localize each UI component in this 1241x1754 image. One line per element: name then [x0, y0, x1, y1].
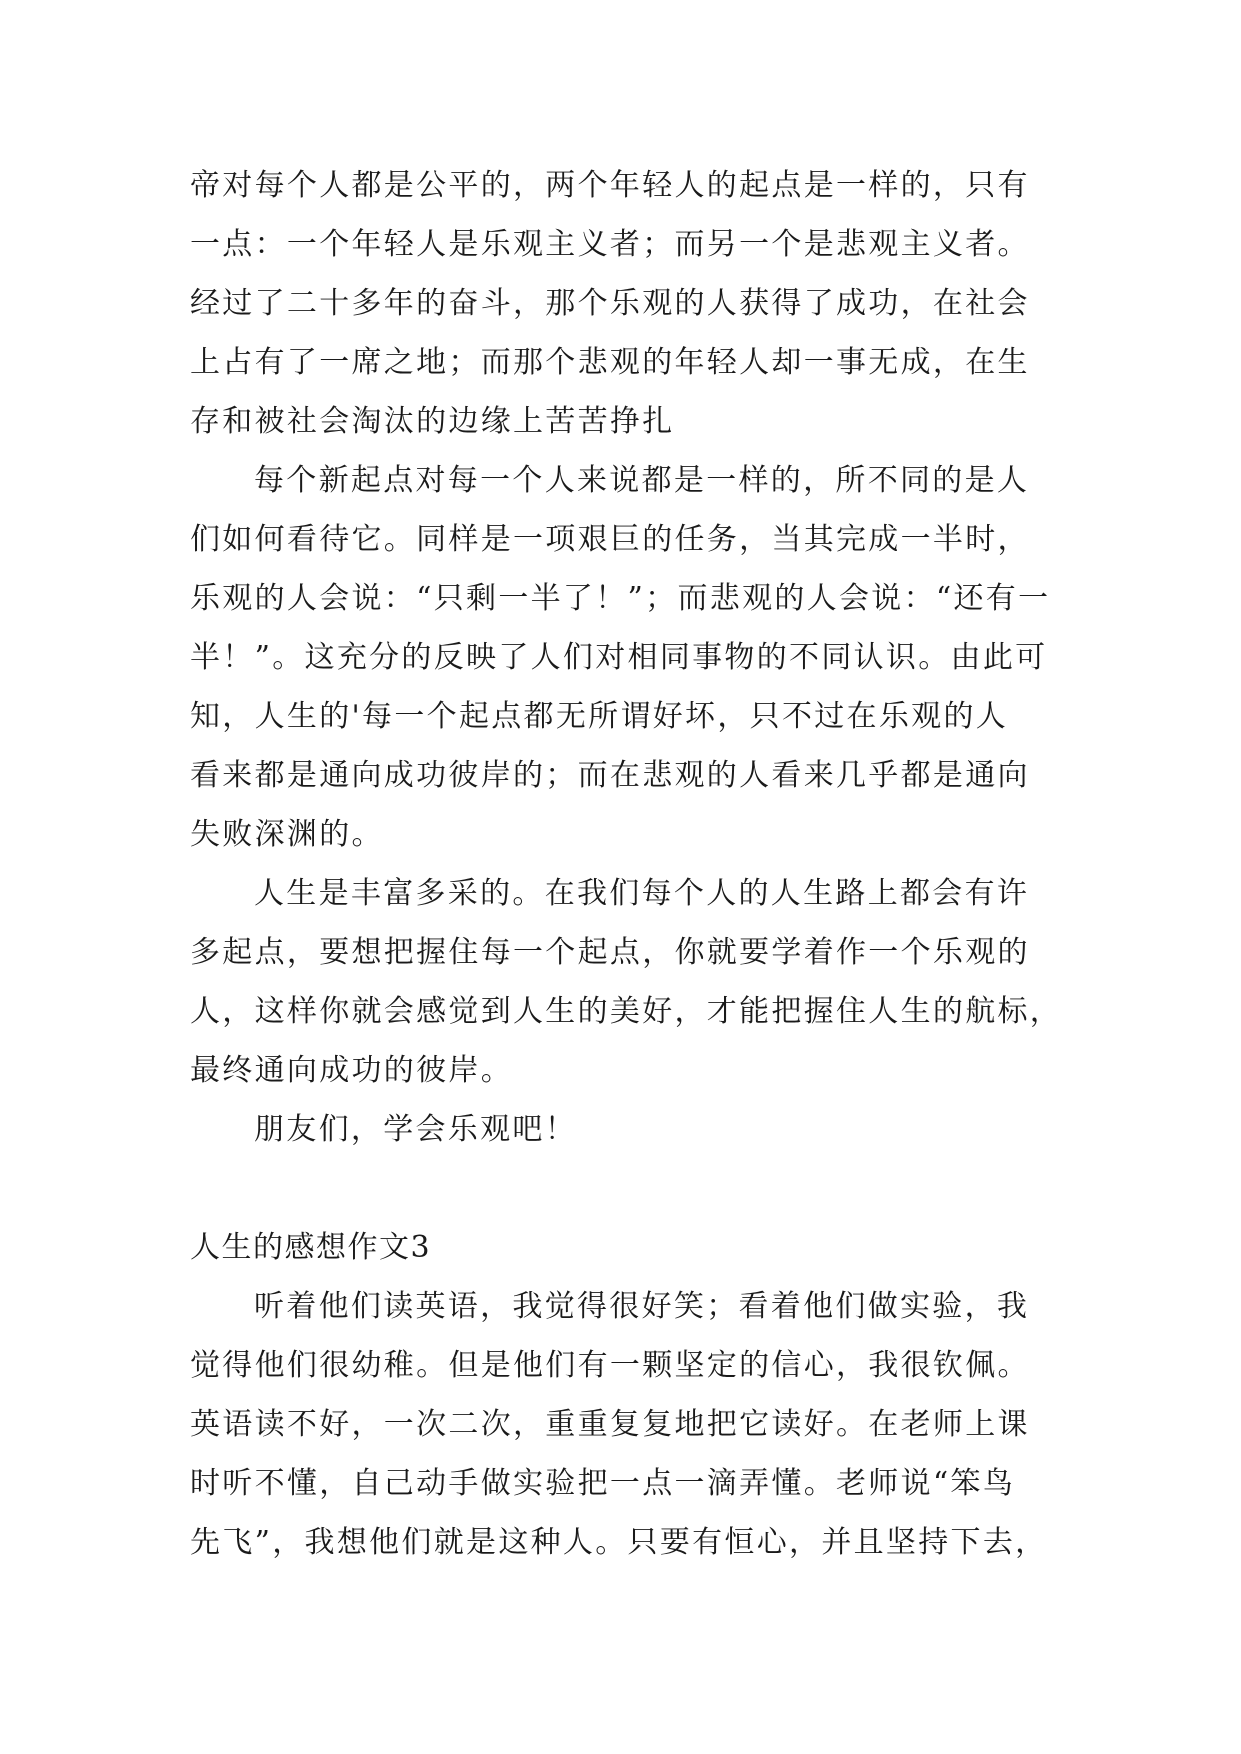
text-line: 存和被社会淘汰的边缘上苦苦挣扎 — [190, 404, 675, 439]
text-line: 失败深渊的。 — [190, 817, 384, 852]
text-line: 半！”。这充分的反映了人们对相同事物的不同认识。由此可 — [190, 640, 1048, 675]
paragraph-first-line: 每个新起点对每一个人来说都是一样的，所不同的是人 — [254, 463, 1030, 498]
text-line: 上占有了一席之地；而那个悲观的年轻人却一事无成，在生 — [190, 345, 1030, 380]
text-line: 一点：一个年轻人是乐观主义者；而另一个是悲观主义者。 — [190, 227, 1030, 262]
text-line: 经过了二十多年的奋斗，那个乐观的人获得了成功，在社会 — [190, 286, 1030, 321]
paragraph-first-line: 听着他们读英语，我觉得很好笑；看着他们做实验，我 — [254, 1289, 1030, 1324]
paragraph-first-line: 朋友们，学会乐观吧！ — [254, 1112, 577, 1147]
text-line: 帝对每个人都是公平的，两个年轻人的起点是一样的，只有 — [190, 168, 1030, 203]
paragraph-first-line: 人生是丰富多采的。在我们每个人的人生路上都会有许 — [254, 876, 1030, 911]
text-line: 最终通向成功的彼岸。 — [190, 1053, 513, 1088]
text-line: 英语读不好，一次二次，重重复复地把它读好。在老师上课 — [190, 1407, 1030, 1442]
text-line: 们如何看待它。同样是一项艰巨的任务，当其完成一半时， — [190, 522, 1030, 557]
text-line: 先飞”，我想他们就是这种人。只要有恒心，并且坚持下去， — [190, 1525, 1048, 1560]
text-line: 乐观的人会说：“只剩一半了！”；而悲观的人会说：“还有一 — [190, 581, 1051, 616]
text-line: 知，人生的'每一个起点都无所谓好坏，只不过在乐观的人 — [190, 699, 1009, 734]
text-line: 时听不懂，自己动手做实验把一点一滴弄懂。老师说“笨鸟 — [190, 1466, 1016, 1501]
text-line: 多起点，要想把握住每一个起点，你就要学着作一个乐观的 — [190, 935, 1030, 970]
text-line: 看来都是通向成功彼岸的；而在悲观的人看来几乎都是通向 — [190, 758, 1030, 793]
text-line: 人，这样你就会感觉到人生的美好，才能把握住人生的航标， — [190, 994, 1063, 1029]
section-heading: 人生的感想作文3 — [190, 1230, 432, 1265]
text-line: 觉得他们很幼稚。但是他们有一颗坚定的信心，我很钦佩。 — [190, 1348, 1030, 1383]
